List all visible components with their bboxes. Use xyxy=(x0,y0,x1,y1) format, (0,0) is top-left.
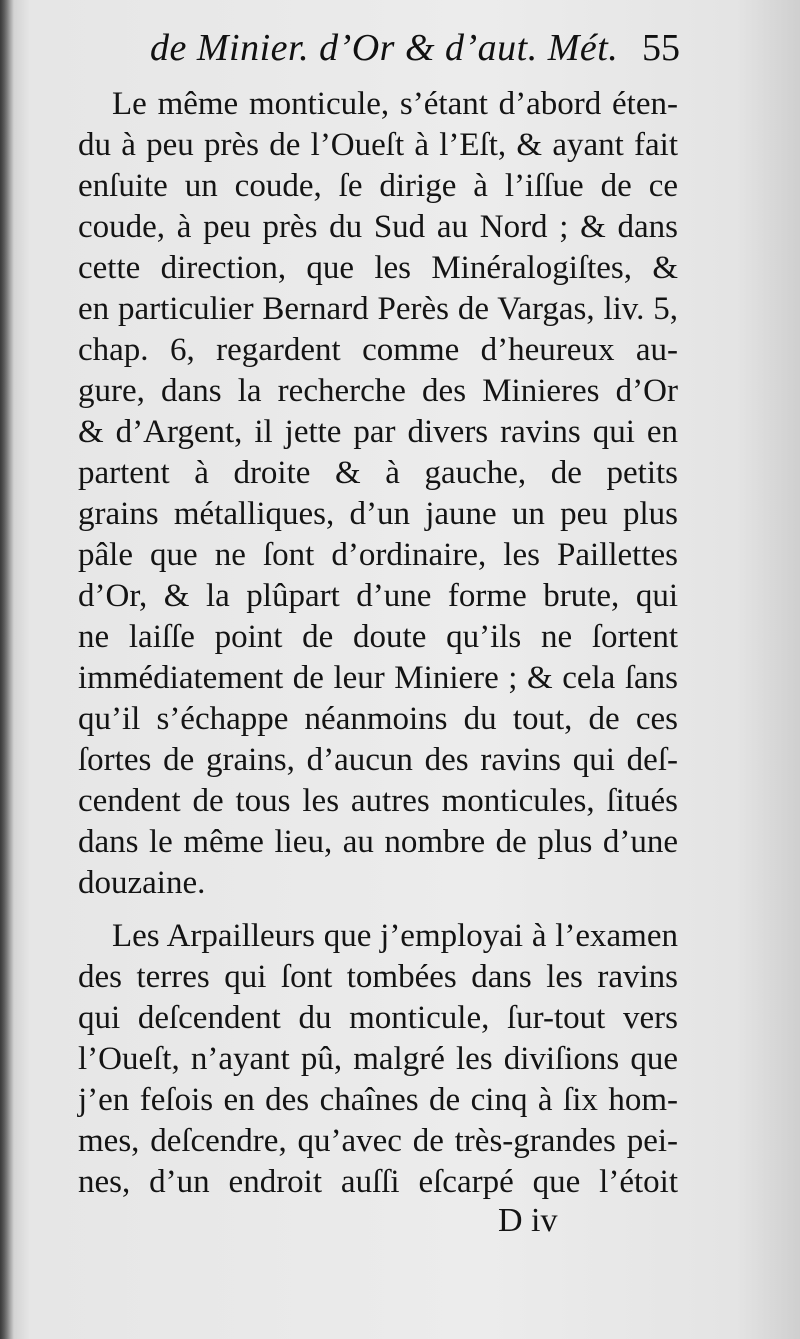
paragraph xyxy=(78,84,678,904)
text-line: du à peu près de l’Oueſt à l’Eſt, & ayant fait xyxy=(78,127,678,163)
text-line: l’Oueſt, n’ayant pû, malgré les diviſions que xyxy=(78,1041,678,1077)
running-title: de Minier. d’Or & d’aut. Mét. xyxy=(150,27,619,69)
text-line: chap. 6, regardent comme d’heureux au- xyxy=(78,332,678,368)
text-line: cendent de tous les autres monticules, ſitués xyxy=(78,783,678,819)
text-line: enſuite un coude, ſe dirige à l’iſſue de ce xyxy=(78,168,678,204)
text-line: qu’il s’échappe néanmoins du tout, de ces xyxy=(78,701,678,737)
text-line: des terres qui ſont tombées dans les ravins xyxy=(78,959,678,995)
text-line: Le même monticule, s’étant d’abord éten- xyxy=(112,86,678,122)
text-line: gure, dans la recherche des Minieres d’Or xyxy=(78,373,678,409)
text-line: en particulier Bernard Perès de Vargas, liv. 5, xyxy=(78,291,678,327)
text-line: partent à droite & à gauche, de petits xyxy=(78,455,678,491)
catchword-signature: D iv xyxy=(498,1202,558,1239)
text-line: d’Or, & la plûpart d’une forme brute, qui xyxy=(78,578,678,614)
text-line: ne laiſſe point de doute qu’ils ne ſortent xyxy=(78,619,678,655)
text-line: & d’Argent, il jette par divers ravins qui en xyxy=(78,414,678,450)
text-line: grains métalliques, d’un jaune un peu plus xyxy=(78,496,678,532)
text-line: douzaine. xyxy=(78,865,206,901)
text-line: qui deſcendent du monticule, ſur-tout vers xyxy=(78,1000,678,1036)
text-line: coude, à peu près du Sud au Nord ; & dans xyxy=(78,209,678,245)
text-line: ſortes de grains, d’aucun des ravins qui deſ- xyxy=(78,742,678,778)
page-header xyxy=(150,22,680,72)
paragraph-gap xyxy=(78,904,678,916)
text-line: cette direction, que les Minéralogiſtes, & xyxy=(78,250,678,286)
page-number: 55 xyxy=(642,27,680,69)
text-line: mes, deſcendre, qu’avec de très-grandes pei- xyxy=(78,1123,678,1159)
body-text xyxy=(78,84,678,1203)
text-line: pâle que ne ſont d’ordinaire, les Paillettes xyxy=(78,537,678,573)
text-line: Les Arpailleurs que j’employai à l’examen xyxy=(112,918,678,954)
text-line: dans le même lieu, au nombre de plus d’une xyxy=(78,824,678,860)
text-line: j’en feſois en des chaînes de cinq à ſix hom- xyxy=(78,1082,678,1118)
spine-shadow xyxy=(0,0,14,1339)
text-line: nes, d’un endroit auſſi eſcarpé que l’étoit xyxy=(78,1164,678,1200)
text-line: immédiatement de leur Miniere ; & cela ſans xyxy=(78,660,678,696)
paragraph xyxy=(78,916,678,1203)
